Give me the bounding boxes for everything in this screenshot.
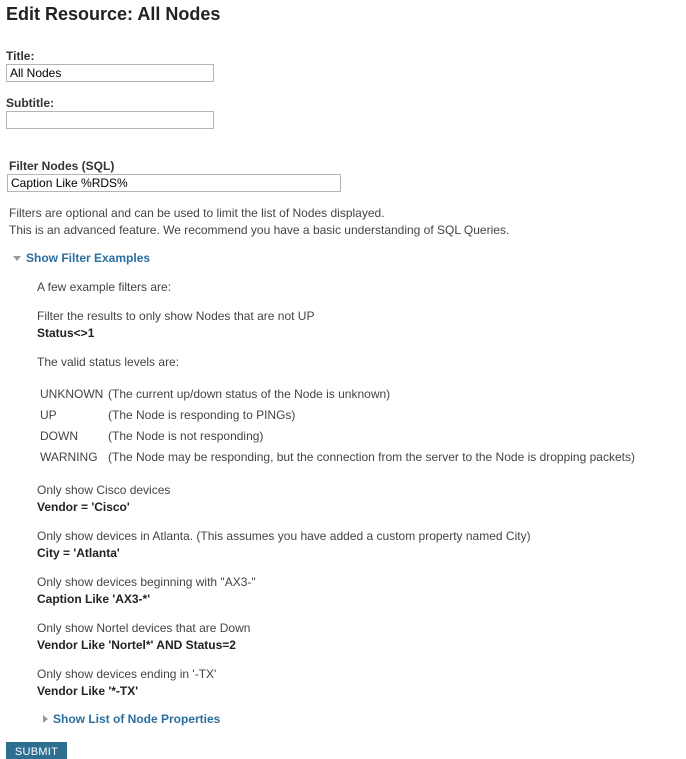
example-3-desc: Only show devices in Atlanta. (This assumes you have added a custom property named City) [37,529,531,543]
triangle-right-icon [43,715,48,723]
title-label: Title: [6,49,35,63]
status-name: UP [40,408,57,422]
show-node-properties-label: Show List of Node Properties [53,712,221,726]
example-5-code: Vendor Like 'Nortel*' AND Status=2 [37,638,236,652]
status-name: UNKNOWN [40,387,104,401]
status-levels-intro: The valid status levels are: [37,355,180,369]
status-name: WARNING [40,450,98,464]
status-row [40,387,390,401]
examples-intro: A few example filters are: [37,280,172,294]
example-4-code: Caption Like 'AX3-*' [37,592,151,606]
show-node-properties-toggle[interactable] [43,712,220,726]
status-row [40,429,263,443]
status-desc: (The Node is not responding) [108,429,264,443]
example-5-desc: Only show Nortel devices that are Down [37,621,251,635]
status-row [40,408,295,422]
triangle-down-icon [13,256,21,261]
example-3-code: City = 'Atlanta' [37,546,120,560]
status-desc: (The current up/down status of the Node is unknown) [108,387,391,401]
example-4-desc: Only show devices beginning with "AX3-" [37,575,256,589]
filter-help-line-2: This is an advanced feature. We recommend you have a basic understanding of SQL Queries. [9,223,510,237]
filter-help-line-1: Filters are optional and can be used to limit the list of Nodes displayed. [9,206,385,220]
example-2-desc: Only show Cisco devices [37,483,171,497]
example-1-desc: Filter the results to only show Nodes that are not UP [37,309,315,323]
filter-label: Filter Nodes (SQL) [9,159,115,173]
subtitle-input[interactable] [6,111,214,129]
submit-button[interactable]: SUBMIT [6,742,67,759]
show-filter-examples-label: Show Filter Examples [26,251,151,265]
status-desc: (The Node is responding to PINGs) [108,408,296,422]
page-title: Edit Resource: All Nodes [6,4,221,24]
subtitle-label: Subtitle: [6,96,54,110]
example-2-code: Vendor = 'Cisco' [37,500,130,514]
status-name: DOWN [40,429,78,443]
example-1-code: Status<>1 [37,326,95,340]
status-row [40,450,635,464]
example-6-desc: Only show devices ending in '-TX' [37,667,217,681]
filter-input[interactable] [7,174,341,192]
example-6-code: Vendor Like '*-TX' [37,684,139,698]
status-desc: (The Node may be responding, but the connection from the server to the Node is dropping packets) [108,450,635,464]
show-filter-examples-toggle[interactable] [13,251,150,265]
title-input[interactable] [6,64,214,82]
